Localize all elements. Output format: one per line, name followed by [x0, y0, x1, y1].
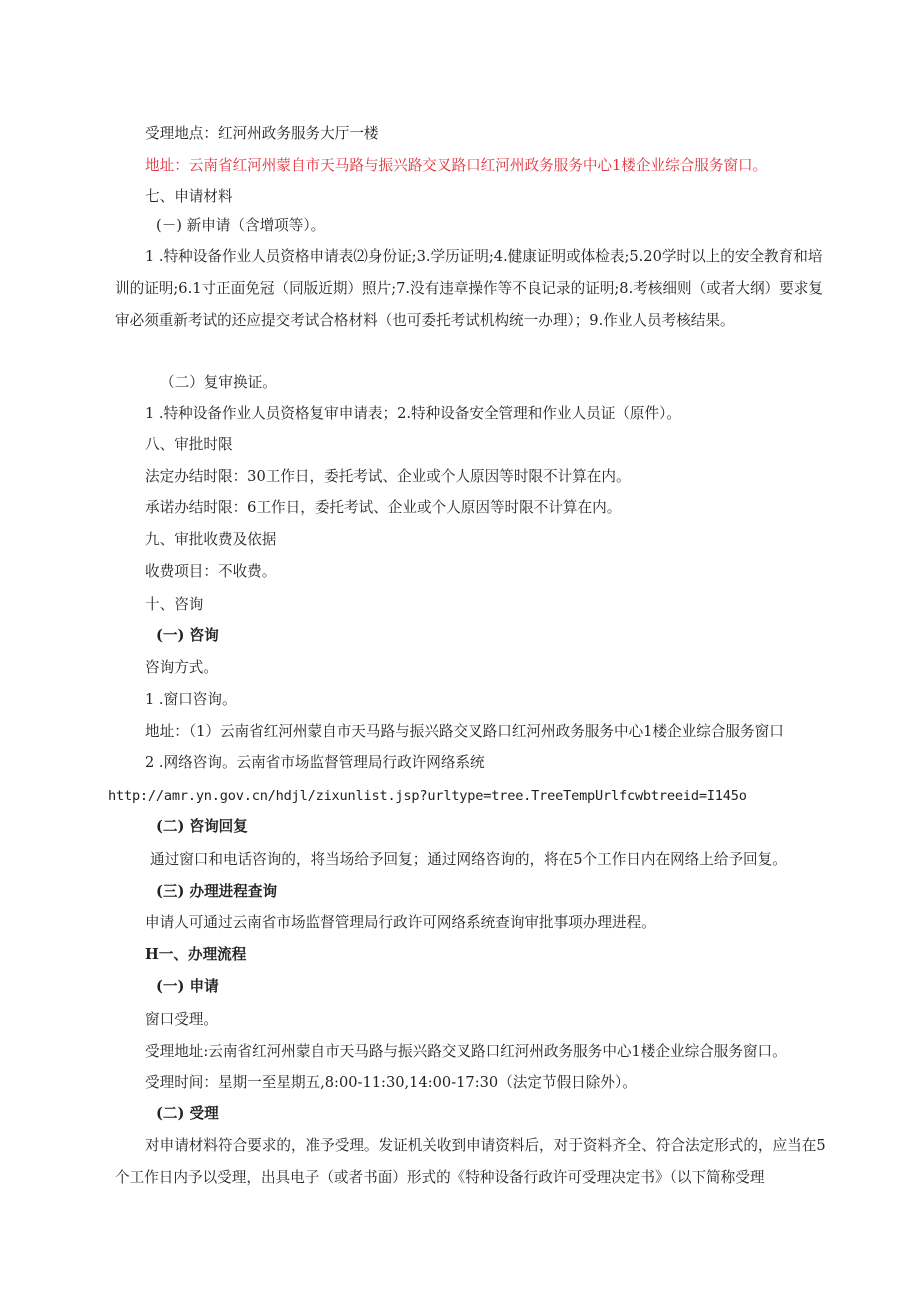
reply-text: 通过窗口和电话咨询的，将当场给予回复；通过网络咨询的，将在5个工作日内在网络上给予回复。	[150, 851, 787, 868]
consult-address: 地址：（1）云南省红河州蒙自市天马路与振兴路交叉路口红河州政务服务中心1楼企业综合服务窗口	[145, 723, 784, 740]
subsection-accept: (二) 受理	[156, 1105, 219, 1122]
progress-query-text: 申请人可通过云南省市场监督管理局行政许可网络系统查询审批事项办理进程。	[145, 914, 656, 931]
section-7-title: 七、申请材料	[145, 188, 233, 205]
section-10-title: 十、咨询	[145, 596, 204, 613]
section-7-review-items: 1 .特种设备作业人员资格复审申请表；2.特种设备安全管理和作业人员证（原件）。	[145, 405, 681, 422]
window-consult: 1 .窗口咨询。	[145, 691, 237, 708]
subsection-reply: (二) 咨询回复	[156, 818, 248, 835]
accept-place: 受理地点：红河州政务服务大厅一楼	[145, 125, 379, 142]
network-consult: 2 .网络咨询。云南省市场监督管理局行政许网络系统	[145, 754, 485, 771]
legal-time-limit: 法定办结时限：30工作日，委托考试、企业或个人原因等时限不计算在内。	[145, 468, 631, 485]
section-7-subtitle-new: (－) 新申请（含增项等）。	[156, 217, 326, 234]
section-7-subtitle-review: （二）复审换证。	[160, 374, 277, 391]
consult-url: http://amr.yn.gov.cn/hdjl/zixunlist.jsp?urltype=tree.TreeTempUrlfcwbtreeid=I145o	[108, 788, 747, 804]
fee-item: 收费项目：不收费。	[145, 563, 277, 580]
subsection-consult: (一) 咨询	[156, 627, 219, 644]
section-8-title: 八、审批时限	[145, 436, 233, 453]
section-9-title: 九、审批收费及依据	[145, 531, 277, 548]
promise-time-limit: 承诺办结时限：6工作日，委托考试、企业或个人原因等时限不计算在内。	[145, 499, 622, 516]
accept-time: 受理时间：星期一至星期五,8:00-11:30,14:00-17:30（法定节假日除外）。	[145, 1074, 637, 1091]
accept-paragraph: 对申请材料符合要求的，准予受理。发证机关收到申请资料后，对于资料齐全、符合法定形式的，应当在5个工作日内予以受理，出具电子（或者书面）形式的《特种设备行政许可受理决定书》（以下简称受理	[115, 1137, 826, 1186]
section-7-materials-paragraph: 1 .特种设备作业人员资格申请表⑵身份证;3.学历证明;4.健康证明或体检表;5.20学时以上的安全教育和培训的证明;6.1寸正面免冠（同版近期）照片;7.没有违章操作等不良记录的证明;8.考核细则（或者大纲）要求复审必须重新考试的还应提交考试合格材料（也可委托考试机构统一办理）；9.作业人员考核结果。	[115, 248, 823, 329]
subsection-progress-query: (三) 办理进程查询	[156, 883, 278, 900]
address-red: 地址：云南省红河州蒙自市天马路与振兴路交叉路口红河州政务服务中心1楼企业综合服务窗口。	[145, 157, 768, 174]
consult-method: 咨询方式。	[145, 659, 218, 676]
subsection-apply: (一) 申请	[156, 978, 219, 995]
section-11-title: H一、办理流程	[145, 946, 247, 963]
window-accept: 窗口受理。	[145, 1011, 218, 1028]
accept-address: 受理地址:云南省红河州蒙自市天马路与振兴路交叉路口红河州政务服务中心1楼企业综合服务窗口。	[145, 1043, 787, 1060]
